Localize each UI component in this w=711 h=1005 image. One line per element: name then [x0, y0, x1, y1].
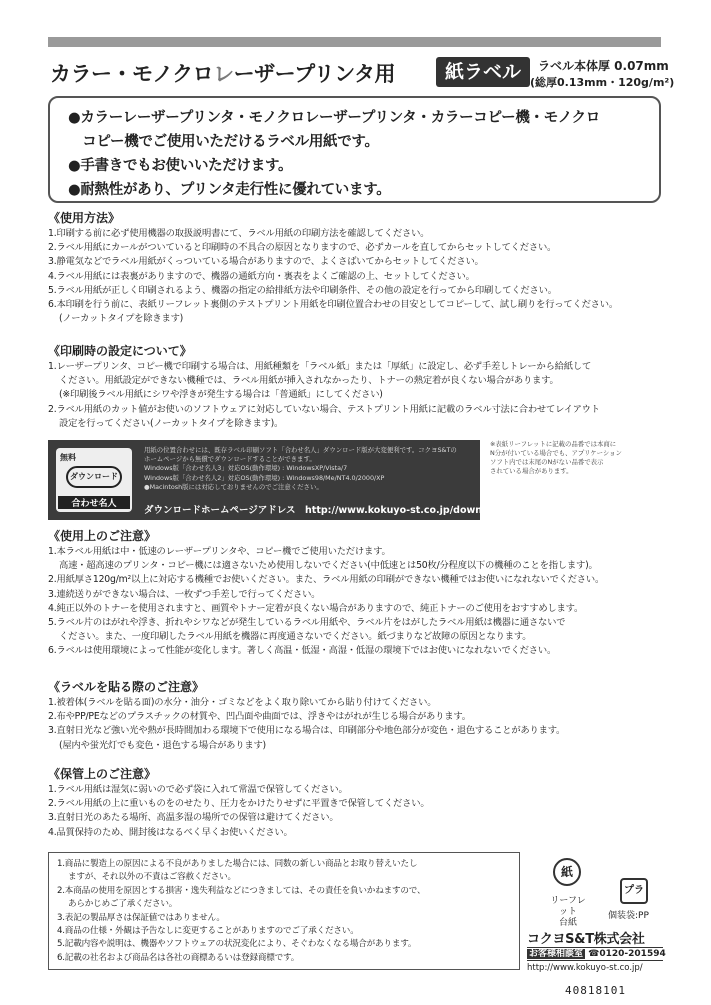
disclaimer-item: あらかじめご了承ください。 — [68, 899, 178, 910]
applying-item: (屋内や蛍光灯でも変色・退色する場合があります) — [59, 739, 266, 751]
applying-item: 3.直射日光など強い光や熱が長時間加わる環境下で使用になる場合は、印刷部分や地色部分が変色・退色することがあります。 — [48, 725, 566, 737]
disclaimer-item: 6.記載の社名および商品名は各社の商標あるいは登録商標です。 — [57, 952, 300, 963]
caution-item: 5.ラベル片のはがれや浮き、折れやシワなどが発生しているラベル用紙や、ラベル片をはがしたラベル用紙は機器に通さないで — [48, 617, 566, 629]
disclaimer-item: 1.商品に製造上の原因による不良がありました場合には、同数の新しい商品とお取り替えいたし — [57, 859, 418, 869]
section-title: 《使用方法》 — [48, 211, 121, 225]
paper-label-badge: 紙ラベル — [436, 57, 530, 87]
print-settings-section — [48, 343, 661, 431]
feature-line: コピー機でご使用いただけるラベル用紙です。 — [68, 134, 379, 150]
pp-label: 個装袋:PP — [608, 911, 649, 921]
disclaimer-item: 4.商品の仕様・外観は予告なしに変更することがありますのでご了承ください。 — [57, 926, 359, 937]
print-settings-item: 2.ラベル用紙のカット値がお使いのソフトウェアに対応していない場合、テストプリント用紙に記載のラベル寸法に合わせてレイアウト — [48, 403, 600, 415]
page-title: カラー・モノクロレーザープリンタ用 — [50, 62, 395, 86]
feature-line: ●カラーレーザープリンタ・モノクロレーザープリンタ・カラーコピー機・モノクロ — [68, 110, 600, 126]
caution-item: 2.用紙厚さ120g/m²以上に対応する機種でお使いください。また、ラベル用紙の印刷ができない機種ではお使いになれないでください。 — [48, 574, 605, 586]
disclaimer-item: ますが、それ以外の不責はご容赦ください。 — [68, 872, 236, 883]
applying-section — [48, 679, 661, 753]
company-name: コクヨS&T株式会社 — [527, 932, 645, 947]
logo-download-label: ダウンロード — [66, 466, 122, 488]
recycle-label: リーフレット 台紙 — [550, 896, 586, 928]
applying-item: 1.被着体(ラベルを貼る面)の水分・油分・ゴミなどをよく取り除いてから貼り付けてください。 — [48, 697, 437, 708]
download-description — [144, 446, 457, 492]
product-code: 40818101 — [565, 984, 626, 997]
hotline-label: お客様相談室 — [529, 949, 584, 959]
section-title: 《印刷時の設定について》 — [48, 344, 192, 358]
disclaimer-item: 2.本商品の使用を原因とする損害・逸失利益などにつきましては、その責任を負いかねますので、 — [57, 885, 426, 896]
total-thickness-spec: (総厚0.13mm・120g/m²) — [530, 76, 675, 89]
customer-hotline — [527, 947, 666, 961]
disclaimer-item: 5.記載内容や説明は、機器やソフトウェアの状況変化により、そぐわなくなる場合があります。 — [57, 939, 417, 950]
section-title: 《使用上のご注意》 — [48, 529, 157, 543]
print-settings-item: ください。用紙設定ができない機種では、ラベル用紙が挿入されなかったり、トナーの熱定着が良くない場合があります。 — [59, 375, 559, 387]
download-line: 用紙の位置合わせには、既存ラベル印刷ソフト「合わせ名人」ダウンロード版が大変便利です。コクヨS&Tの — [144, 446, 457, 454]
title-row — [48, 55, 675, 93]
note-line: されている場合があります。 — [490, 467, 573, 475]
plastic-recycle-icon: プラ — [620, 878, 648, 904]
thickness-spec: ラベル本体厚 0.07mm — [538, 59, 669, 73]
paper-recycle-icon: 紙 — [553, 858, 581, 886]
download-url: ダウンロードホームページアドレス http://www.kokuyo-st.co.jp/download/ — [144, 505, 509, 516]
storage-item: 1.ラベル用紙は湿気に弱いので必ず袋に入れて常温で保管してください。 — [48, 784, 348, 795]
hotline-number: 0120-201594 — [599, 949, 666, 959]
logo-product-name: 合わせ名人 — [58, 496, 130, 509]
storage-item: 2.ラベル用紙の上に重いものをのせたり、圧力をかけたりせずに平置きで保管してください。 — [48, 798, 430, 810]
caution-item: 高速・超高速のプリンタ・コピー機には適さないため使用しないでください(中低速とは50枚/分程度以下の機種のことを指します)。 — [59, 560, 598, 572]
logo-free-label: 無料 — [60, 453, 76, 462]
usage-item: 3.静電気などでラベル用紙がくっついている場合がありますので、よくさばいてからセットしてください。 — [48, 256, 484, 268]
caution-section — [48, 528, 661, 659]
disclaimer-box — [48, 852, 520, 970]
caution-item: 1.本ラベル用紙は中・低速のレーザープリンタや、コピー機でご使用いただけます。 — [48, 546, 391, 557]
note-line: ソフト内では末尾のNがない品番で表示 — [490, 458, 604, 466]
note-line: ※表紙リーフレットに記載の品番では本商に — [490, 440, 617, 448]
header-bar — [48, 37, 661, 47]
usage-item: 4.ラベル用紙には表裏がありますので、機器の通紙方向・裏表をよくご確認の上、セットしてください。 — [48, 270, 475, 282]
caution-item: 4.純正以外のトナーを使用されますと、画質やトナー定着が良くない場合がありますので、純正トナーのご使用をおすすめします。 — [48, 602, 584, 614]
download-line: ホームページから無償でダウンロードすることができます。 — [144, 455, 316, 464]
storage-section — [48, 766, 661, 840]
awase-meijin-logo — [56, 448, 132, 512]
caution-item: 3.連続送りができない場合は、一枚ずつ手差しで行ってください。 — [48, 588, 321, 600]
feature-line: ●手書きでもお使いいただけます。 — [68, 158, 293, 174]
usage-section — [48, 210, 661, 326]
website-url: http://www.kokuyo-st.co.jp/ — [527, 963, 643, 973]
feature-box — [48, 96, 661, 203]
phone-icon: ☎ — [588, 949, 600, 959]
download-panel — [48, 440, 509, 520]
caution-item: 6.ラベルは使用環境によって性能が変化します。著しく高温・低湿・高湿・低湿の環境下ではお使いになれないでください。 — [48, 645, 557, 657]
feature-line: ●耐熱性があり、プリンタ走行性に優れています。 — [68, 182, 391, 198]
usage-item: 1.印刷する前に必ず使用機器の取扱説明書にて、ラベル用紙の印刷方法を確認してください。 — [48, 228, 430, 239]
print-settings-item: (※印刷後ラベル用紙にシワや浮きが発生する場合は「普通紙」にしてください) — [59, 389, 383, 401]
usage-item: 5.ラベル用紙が正しく印刷されるよう、機器の指定の給排紙方法や印刷条件、その他の設定を行ってから印刷してください。 — [48, 284, 557, 296]
download-note — [490, 440, 622, 476]
storage-item: 3.直射日光のあたる場所、高温多湿の場所での保管は避けてください。 — [48, 812, 339, 824]
disclaimer-item: 3.表記の製品厚さは保証値ではありません。 — [57, 912, 225, 923]
download-line: Windows版「合わせ名人2」対応OS(動作環境) : Windows98/Me/NT4.0/2000/XP — [144, 473, 385, 482]
section-title: 《保管上のご注意》 — [48, 767, 157, 781]
print-settings-item: 設定を行ってください(ノーカットタイプを除きます)。 — [59, 417, 284, 429]
print-settings-item: 1.レーザープリンタ、コピー機で印刷する場合は、用紙種類を「ラベル紙」または「厚紙」に設定し、必ず手差しトレーから給紙して — [48, 361, 592, 372]
download-line: Windows版「合わせ名人3」対応OS(動作環境) : WindowsXP/Vista/7 — [144, 464, 348, 473]
usage-item: (ノーカットタイプを除きます) — [59, 313, 184, 325]
download-line: ●Macintosh版には対応しておりませんのでご注意ください。 — [144, 482, 323, 491]
note-line: N分が付いている場合でも、アプリケーション — [490, 449, 622, 457]
usage-item: 2.ラベル用紙にカールがついていると印刷時の不具合の原因となりますので、必ずカールを直してからセットしてください。 — [48, 242, 557, 254]
storage-item: 4.品質保持のため、開封後はなるべく早くお使いください。 — [48, 826, 293, 838]
applying-item: 2.布やPP/PEなどのプラスチックの材質や、凹凸面や曲面では、浮きやはがれが生じる場合があります。 — [48, 711, 471, 723]
usage-item: 6.本印刷を行う前に、表紙リーフレット裏側のテストプリント用紙を印刷位置合わせの目安としてコピーして、試し刷りを行ってください。 — [48, 299, 618, 311]
section-title: 《ラベルを貼る際のご注意》 — [48, 680, 205, 694]
caution-item: ください。また、一度印刷したラベル用紙を機器に再度通さないでください。紙づまりなど故障の原因となります。 — [59, 631, 532, 643]
